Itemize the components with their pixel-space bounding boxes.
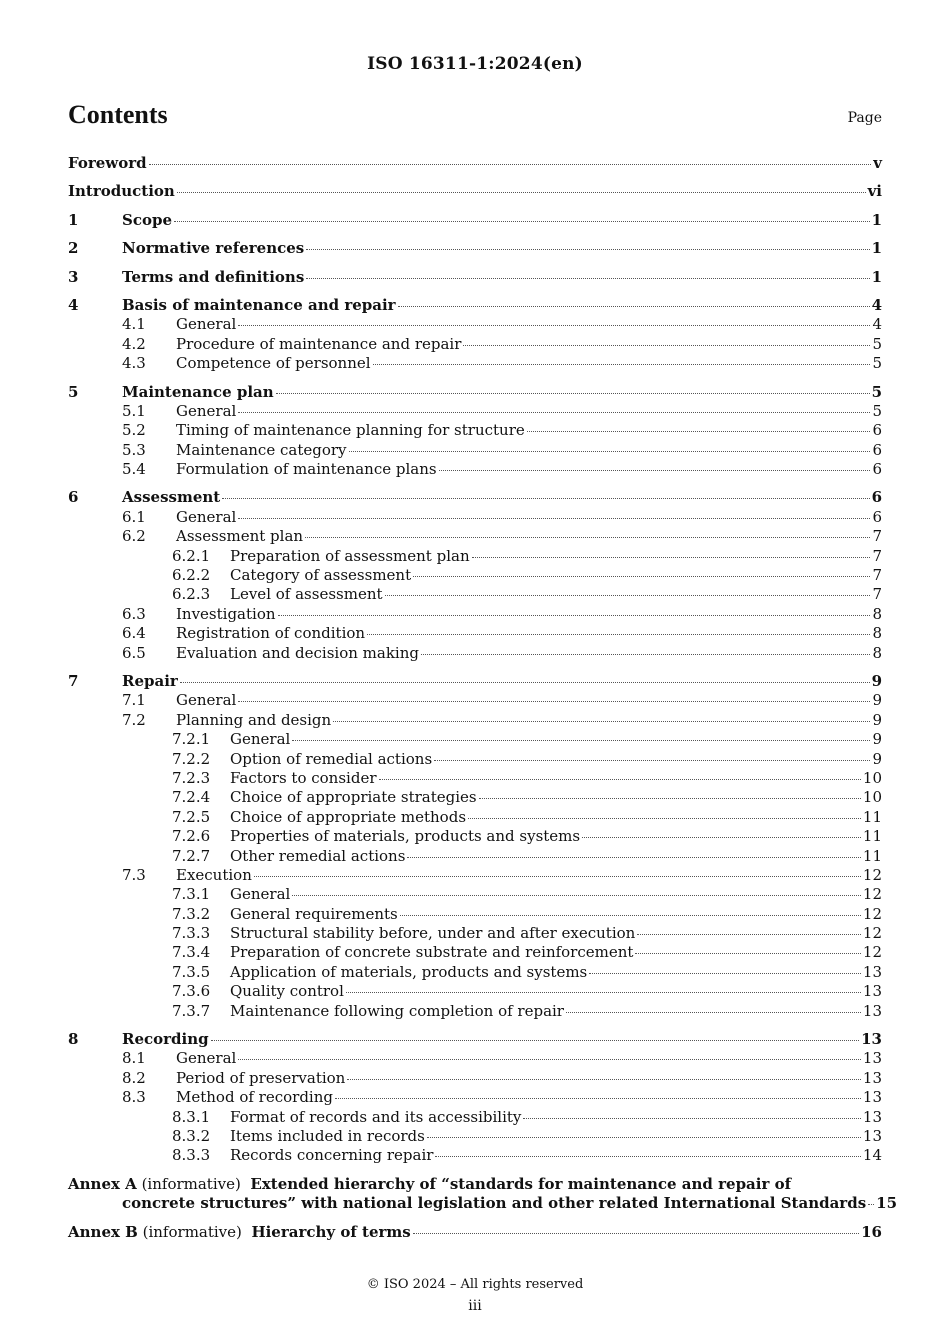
toc-entry-page: 7 bbox=[872, 527, 882, 546]
dot-leader bbox=[335, 1098, 861, 1099]
toc-entry-number: 6 bbox=[68, 488, 79, 507]
dot-leader bbox=[305, 537, 870, 538]
toc-entry[interactable] bbox=[68, 268, 882, 287]
toc-entry-page: vi bbox=[867, 182, 882, 201]
toc-entry[interactable] bbox=[68, 182, 882, 201]
toc-entry-number: 6.2.3 bbox=[172, 585, 211, 604]
toc-entry-title: General bbox=[176, 315, 237, 334]
page-number: iii bbox=[468, 1298, 482, 1314]
dot-leader bbox=[238, 1059, 861, 1060]
toc-entry-title: Planning and design bbox=[176, 710, 332, 729]
toc-entry-title: Records concerning repair bbox=[230, 1146, 434, 1165]
toc-entry-number: 7.1 bbox=[122, 691, 146, 710]
toc-entry-title: Period of preservation bbox=[176, 1068, 346, 1087]
contents-title: Contents bbox=[68, 100, 168, 129]
toc-entry-page: 8 bbox=[872, 643, 882, 662]
toc-entry-page: 4 bbox=[872, 315, 882, 334]
toc-entry-title: Foreword bbox=[68, 154, 147, 172]
toc-entry-page: 13 bbox=[861, 1030, 882, 1049]
toc-entry-title: Preparation of concrete substrate and reinforcement bbox=[230, 943, 634, 962]
annex-a-kind: (informative) bbox=[141, 1174, 241, 1193]
toc-entry-page: 9 bbox=[872, 749, 882, 768]
toc-entry[interactable] bbox=[68, 566, 882, 585]
toc-entry[interactable] bbox=[68, 547, 882, 566]
toc-entry-page: 13 bbox=[862, 962, 882, 981]
toc-entry[interactable] bbox=[68, 750, 882, 769]
toc-entry-annex-a[interactable] bbox=[68, 1174, 898, 1214]
toc-entry-number: 7.2 bbox=[122, 710, 146, 729]
toc-entry-number: 7.2.5 bbox=[172, 807, 211, 826]
toc-entry-title: General bbox=[230, 885, 291, 904]
toc-entry-title: Maintenance category bbox=[176, 440, 347, 459]
toc-entry-title: Level of assessment bbox=[230, 585, 383, 604]
toc-entry[interactable] bbox=[68, 488, 882, 507]
toc-entry-number: 8 bbox=[68, 1030, 79, 1049]
toc-entry[interactable] bbox=[68, 211, 882, 230]
dot-leader bbox=[589, 973, 861, 974]
toc-entry-title: Introduction bbox=[68, 182, 175, 201]
toc-entry-number: 5.2 bbox=[122, 421, 146, 440]
toc-entry-page: 14 bbox=[862, 1146, 882, 1165]
dot-leader bbox=[635, 953, 860, 954]
toc-entry-page: 11 bbox=[862, 846, 882, 865]
toc-entry-title: Other remedial actions bbox=[230, 846, 406, 865]
dot-leader bbox=[177, 192, 866, 193]
toc-entry[interactable] bbox=[68, 769, 882, 788]
toc-entry-page: 8 bbox=[872, 604, 882, 623]
toc-entry-title: Repair bbox=[122, 671, 178, 690]
toc-entry[interactable] bbox=[68, 154, 882, 173]
toc-entry-number: 7.2.4 bbox=[172, 788, 211, 807]
toc-entry[interactable] bbox=[68, 1049, 882, 1068]
dot-leader bbox=[333, 721, 870, 722]
dot-leader bbox=[149, 164, 872, 165]
toc-entry-page: 10 bbox=[862, 768, 882, 787]
toc-entry-number: 8.3.3 bbox=[172, 1146, 211, 1165]
toc-entry-page: 9 bbox=[872, 691, 882, 710]
annex-b-label: Annex B bbox=[68, 1222, 138, 1241]
toc-entry-page: 13 bbox=[862, 1049, 882, 1068]
dot-leader bbox=[306, 249, 869, 250]
annex-a-title-line2: concrete structures” with national legislation and other related International Standards bbox=[122, 1194, 867, 1213]
dot-leader bbox=[434, 760, 870, 761]
toc-entry-title: Formulation of maintenance plans bbox=[176, 460, 437, 479]
toc-entry-title: Execution bbox=[176, 865, 252, 884]
toc-entry-title: Factors to consider bbox=[230, 768, 377, 787]
toc-entry-title: Maintenance following completion of repair bbox=[230, 1001, 564, 1020]
toc-entry[interactable] bbox=[68, 924, 882, 943]
annex-b-kind: (informative) bbox=[142, 1222, 242, 1241]
toc-entry-number: 6.2 bbox=[122, 527, 146, 546]
toc-entry[interactable] bbox=[68, 691, 882, 710]
toc-entry-page: 12 bbox=[862, 885, 882, 904]
dot-leader bbox=[566, 1012, 861, 1013]
toc-entry-title: Maintenance plan bbox=[122, 382, 274, 401]
toc-entry-title: Category of assessment bbox=[230, 566, 412, 585]
dot-leader bbox=[222, 498, 869, 499]
toc-entry[interactable] bbox=[68, 672, 882, 691]
toc-entry[interactable] bbox=[68, 1069, 882, 1088]
toc-entry-page: 5 bbox=[871, 382, 882, 401]
annex-a-page: 15 bbox=[876, 1194, 898, 1213]
toc-entry-number: 5.1 bbox=[122, 401, 146, 420]
toc-entry[interactable] bbox=[68, 808, 882, 827]
toc-entry-page: 13 bbox=[862, 982, 882, 1001]
dot-leader bbox=[292, 895, 861, 896]
dot-leader bbox=[276, 393, 870, 394]
dot-leader bbox=[238, 412, 870, 413]
toc-entry-number: 7.2.3 bbox=[172, 768, 211, 787]
toc-entry-page: 11 bbox=[862, 807, 882, 826]
toc-entry-page: v bbox=[873, 154, 882, 172]
dot-leader bbox=[238, 701, 870, 702]
toc-entry-title: General bbox=[176, 691, 237, 710]
toc-entry-number: 2 bbox=[68, 239, 79, 258]
toc-entry-title: Quality control bbox=[230, 982, 344, 1001]
toc-entry-title: Normative references bbox=[122, 239, 305, 258]
toc-entry-title: General bbox=[176, 401, 237, 420]
toc-entry[interactable] bbox=[68, 827, 882, 846]
toc-entry-title: Timing of maintenance planning for structure bbox=[176, 421, 525, 440]
toc-entry-number: 4.2 bbox=[122, 334, 146, 353]
toc-entry-number: 7.3.1 bbox=[172, 885, 211, 904]
toc-entry-number: 4 bbox=[68, 295, 79, 314]
toc-entry-page: 6 bbox=[872, 421, 882, 440]
document-header: ISO 16311-1:2024(en) bbox=[367, 54, 583, 74]
toc-entry-title: Procedure of maintenance and repair bbox=[176, 334, 462, 353]
toc-entry-number: 5.4 bbox=[122, 460, 146, 479]
toc-entry-page: 4 bbox=[871, 295, 882, 314]
toc-entry-title: Format of records and its accessibility bbox=[230, 1107, 522, 1126]
toc-entry-number: 4.1 bbox=[122, 315, 146, 334]
toc-entry-page: 7 bbox=[872, 585, 882, 604]
toc-entry[interactable] bbox=[68, 711, 882, 730]
toc-entry[interactable] bbox=[68, 943, 882, 962]
toc-entry-title: Competence of personnel bbox=[176, 354, 371, 373]
dot-leader bbox=[349, 451, 871, 452]
toc-entry-number: 7.3.6 bbox=[172, 982, 211, 1001]
dot-leader bbox=[413, 576, 870, 577]
toc-entry-page: 13 bbox=[862, 1107, 882, 1126]
toc-entry[interactable] bbox=[68, 1127, 882, 1146]
toc-entry-number: 6.2.2 bbox=[172, 566, 211, 585]
toc-entry-title: Structural stability before, under and after execution bbox=[230, 924, 636, 943]
toc-entry[interactable] bbox=[68, 421, 882, 440]
toc-entry-page: 8 bbox=[872, 624, 882, 643]
toc-entry-page: 1 bbox=[871, 210, 882, 229]
dot-leader bbox=[421, 654, 870, 655]
toc-entry-number: 7.3.3 bbox=[172, 924, 211, 943]
toc-entry-page: 6 bbox=[872, 507, 882, 526]
toc-entry-number: 7.3.7 bbox=[172, 1001, 211, 1020]
toc-entry[interactable] bbox=[68, 644, 882, 663]
toc-entry[interactable] bbox=[68, 1146, 882, 1165]
toc-entry[interactable] bbox=[68, 1002, 882, 1021]
toc-entry[interactable] bbox=[68, 354, 882, 373]
toc-entry-title: General requirements bbox=[230, 904, 398, 923]
dot-leader bbox=[523, 1118, 861, 1119]
toc-entry[interactable] bbox=[68, 296, 882, 315]
dot-leader bbox=[373, 364, 871, 365]
dot-leader bbox=[400, 915, 861, 916]
toc-entry[interactable] bbox=[68, 730, 882, 749]
toc-entry-title: Basis of maintenance and repair bbox=[122, 295, 396, 314]
toc-entry[interactable] bbox=[68, 1108, 882, 1127]
toc-entry-number: 7.3.2 bbox=[172, 904, 211, 923]
dot-leader bbox=[238, 325, 870, 326]
toc-entry-page: 12 bbox=[862, 865, 882, 884]
toc-entry-title: Evaluation and decision making bbox=[176, 643, 419, 662]
toc-entry[interactable] bbox=[68, 1030, 882, 1049]
dot-leader bbox=[306, 278, 869, 279]
dot-leader bbox=[435, 1156, 860, 1157]
toc-entry-page: 6 bbox=[872, 460, 882, 479]
annex-a-label: Annex A bbox=[68, 1174, 137, 1193]
toc-entry[interactable] bbox=[68, 885, 882, 904]
toc-entry[interactable] bbox=[68, 982, 882, 1001]
dot-leader bbox=[407, 857, 860, 858]
dot-leader bbox=[379, 779, 861, 780]
toc-entry[interactable] bbox=[68, 315, 882, 334]
toc-entry-number: 6.2.1 bbox=[172, 546, 211, 565]
toc-entry-page: 12 bbox=[862, 924, 882, 943]
toc-entry[interactable] bbox=[68, 788, 882, 807]
toc-entry-page: 13 bbox=[862, 1068, 882, 1087]
toc-entry-number: 5 bbox=[68, 382, 79, 401]
page-column-label: Page bbox=[847, 110, 882, 126]
toc-entry-title: Application of materials, products and systems bbox=[230, 962, 588, 981]
toc-entry-page: 13 bbox=[862, 1126, 882, 1145]
toc-entry-page: 9 bbox=[872, 710, 882, 729]
dot-leader bbox=[468, 818, 861, 819]
toc-entry[interactable] bbox=[68, 441, 882, 460]
toc-entry-page: 12 bbox=[862, 943, 882, 962]
toc-entry-title: General bbox=[230, 730, 291, 749]
toc-entry[interactable] bbox=[68, 624, 882, 643]
toc-entry[interactable] bbox=[68, 1088, 882, 1107]
toc-entry-number: 8.1 bbox=[122, 1049, 146, 1068]
toc-entry-number: 8.3.1 bbox=[172, 1107, 211, 1126]
dot-leader bbox=[180, 682, 870, 683]
toc-entry[interactable] bbox=[68, 905, 882, 924]
toc-entry-title: Preparation of assessment plan bbox=[230, 546, 470, 565]
toc-entry-number: 7.3.5 bbox=[172, 962, 211, 981]
toc-entry-number: 7.3.4 bbox=[172, 943, 211, 962]
toc-entry-page: 9 bbox=[871, 671, 882, 690]
toc-entry-page: 5 bbox=[872, 354, 882, 373]
toc-entry-number: 4.3 bbox=[122, 354, 146, 373]
table-of-contents bbox=[68, 154, 898, 1242]
annex-a-title-line1: Extended hierarchy of “standards for maintenance and repair of bbox=[250, 1174, 792, 1193]
toc-entry-title: Assessment bbox=[122, 488, 221, 507]
toc-entry-number: 8.3 bbox=[122, 1088, 146, 1107]
toc-entry[interactable] bbox=[68, 239, 882, 258]
toc-entry-number: 7.2.2 bbox=[172, 749, 211, 768]
toc-entry[interactable] bbox=[68, 605, 882, 624]
dot-leader bbox=[463, 345, 870, 346]
toc-entry-number: 7.3 bbox=[122, 865, 146, 884]
dot-leader bbox=[868, 1204, 874, 1205]
toc-entry-title: General bbox=[176, 1049, 237, 1068]
toc-entry-number: 7.2.7 bbox=[172, 846, 211, 865]
toc-entry[interactable] bbox=[68, 963, 882, 982]
toc-entry-page: 5 bbox=[872, 401, 882, 420]
toc-entry-page: 7 bbox=[872, 546, 882, 565]
dot-leader bbox=[292, 740, 870, 741]
toc-entry[interactable] bbox=[68, 508, 882, 527]
toc-entry-number: 5.3 bbox=[122, 440, 146, 459]
toc-entry-page: 13 bbox=[862, 1001, 882, 1020]
dot-leader bbox=[527, 431, 871, 432]
toc-entry-page: 13 bbox=[862, 1088, 882, 1107]
toc-entry-title: Items included in records bbox=[230, 1126, 425, 1145]
dot-leader bbox=[211, 1040, 859, 1041]
dot-leader bbox=[472, 557, 871, 558]
toc-entry-title: Choice of appropriate methods bbox=[230, 807, 467, 826]
toc-entry-number: 7.2.6 bbox=[172, 827, 211, 846]
dot-leader bbox=[367, 634, 870, 635]
dot-leader bbox=[346, 992, 861, 993]
dot-leader bbox=[582, 837, 861, 838]
toc-entry-title: Choice of appropriate strategies bbox=[230, 788, 477, 807]
toc-entry-number: 1 bbox=[68, 210, 79, 229]
toc-entry-page: 11 bbox=[862, 827, 882, 846]
toc-entry-number: 6.3 bbox=[122, 604, 146, 623]
toc-entry-title: Recording bbox=[122, 1030, 209, 1049]
annex-b-page: 16 bbox=[861, 1222, 882, 1241]
toc-entry-title: Terms and definitions bbox=[122, 267, 305, 286]
toc-entry[interactable] bbox=[68, 402, 882, 421]
dot-leader bbox=[254, 876, 861, 877]
annex-b-title: Hierarchy of terms bbox=[251, 1222, 411, 1241]
toc-entry[interactable] bbox=[68, 335, 882, 354]
dot-leader bbox=[439, 470, 871, 471]
toc-entry-number: 8.3.2 bbox=[172, 1126, 211, 1145]
dot-leader bbox=[347, 1079, 861, 1080]
dot-leader bbox=[238, 518, 870, 519]
toc-entry-title: General bbox=[176, 507, 237, 526]
toc-entry-page: 9 bbox=[872, 730, 882, 749]
toc-entry-title: Scope bbox=[122, 210, 173, 229]
toc-entry-number: 8.2 bbox=[122, 1068, 146, 1087]
toc-entry-number: 6.5 bbox=[122, 643, 146, 662]
dot-leader bbox=[278, 615, 871, 616]
toc-entry[interactable] bbox=[68, 383, 882, 402]
toc-entry[interactable] bbox=[68, 585, 882, 604]
dot-leader bbox=[174, 221, 870, 222]
toc-entry-page: 1 bbox=[871, 267, 882, 286]
toc-entry-page: 12 bbox=[862, 904, 882, 923]
toc-entry-page: 6 bbox=[871, 488, 882, 507]
toc-entry-page: 5 bbox=[872, 334, 882, 353]
toc-entry-number: 7 bbox=[68, 671, 79, 690]
dot-leader bbox=[427, 1137, 861, 1138]
toc-entry-number: 3 bbox=[68, 267, 79, 286]
dot-leader bbox=[385, 595, 871, 596]
toc-entry[interactable] bbox=[68, 527, 882, 546]
toc-entry[interactable] bbox=[68, 847, 882, 866]
toc-entry-page: 6 bbox=[872, 440, 882, 459]
toc-entry-number: 6.1 bbox=[122, 507, 146, 526]
dot-leader bbox=[413, 1233, 859, 1234]
toc-entry-title: Option of remedial actions bbox=[230, 749, 433, 768]
toc-entry-number: 7.2.1 bbox=[172, 730, 211, 749]
toc-entry-page: 1 bbox=[871, 239, 882, 258]
toc-entry-annex-b[interactable] bbox=[68, 1223, 882, 1242]
dot-leader bbox=[637, 934, 861, 935]
dot-leader bbox=[479, 798, 861, 799]
toc-entry-title: Method of recording bbox=[176, 1088, 333, 1107]
toc-entry-page: 10 bbox=[862, 788, 882, 807]
toc-entry-title: Registration of condition bbox=[176, 624, 366, 643]
toc-entry-title: Investigation bbox=[176, 604, 276, 623]
toc-entry-title: Properties of materials, products and systems bbox=[230, 827, 581, 846]
toc-entry-page: 7 bbox=[872, 566, 882, 585]
toc-entry[interactable] bbox=[68, 460, 882, 479]
dot-leader bbox=[398, 306, 870, 307]
toc-entry-title: Assessment plan bbox=[176, 527, 304, 546]
toc-entry-number: 6.4 bbox=[122, 624, 146, 643]
copyright-footer: © ISO 2024 – All rights reserved bbox=[366, 1277, 584, 1292]
toc-entry[interactable] bbox=[68, 866, 882, 885]
